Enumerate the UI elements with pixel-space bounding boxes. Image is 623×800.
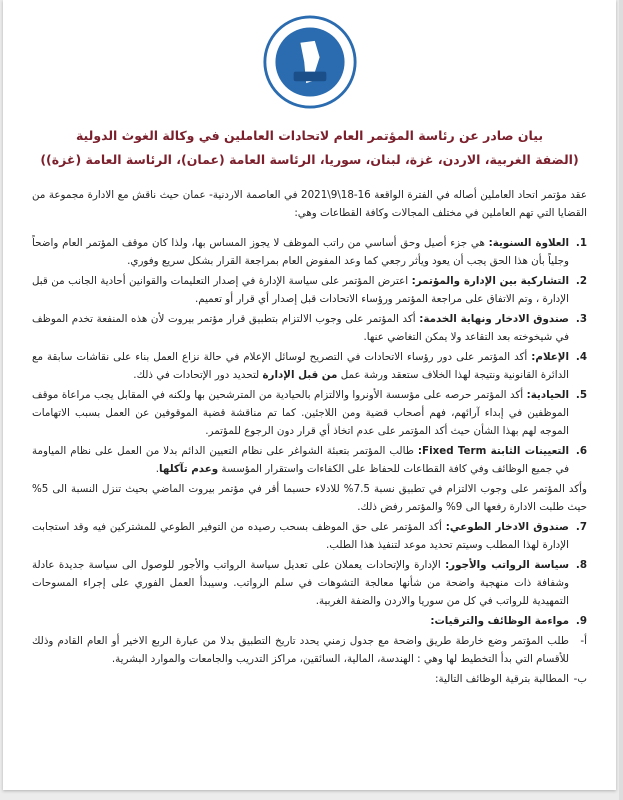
item-text: أكد المؤتمر على حق الموظف بسحب رصيده من التوفير الطوعي للمشتركين فيه وقد استجابت الإدارة لهذا المطلب وسيتم تحديد موعد لتنفيذ هذا الطلب. [32, 521, 569, 551]
title-line-1: بيان صادر عن رئاسة المؤتمر العام لاتحادات العاملين في وكالة الغوث الدولية [75, 128, 544, 143]
item-heading: سياسة الرواتب والأجور: [445, 559, 569, 571]
item-heading: التعيينات الثابتة Fixed Term: [417, 445, 569, 457]
unrwa-logo [262, 14, 358, 110]
item-emphasis: وعدم تآكلها [159, 463, 219, 475]
items-list [32, 234, 587, 630]
list-item [32, 348, 587, 384]
item-heading: صندوق الادخار ونهاية الخدمة: [419, 313, 569, 325]
statement-title [15, 124, 605, 172]
sub-item [32, 670, 587, 688]
item-number: 1. [575, 237, 587, 249]
item-text: هي جزء أصيل وحق أساسي من راتب الموظف لا يجوز المساس بها، ولذا كان موقف المؤتمر العام واضحاً وجلياً بأن هذا الحق يجب أن يعود ويأثر رجعي كما وعد المفوض العام بمراجعة القرار بشكل سريع وفوري. [32, 237, 569, 267]
item-number: 8. [575, 559, 587, 571]
scrollbar[interactable] [619, 0, 623, 800]
list-item [32, 310, 587, 346]
document-page [3, 0, 616, 790]
list-item [32, 234, 587, 270]
sub-item-letter: أ- [580, 635, 587, 647]
list-item [32, 386, 587, 440]
item-text-end: . [155, 463, 160, 475]
list-item [32, 272, 587, 308]
list-item [32, 612, 587, 630]
item-text: أكد المؤتمر على دور رؤساء الاتحادات في التصريح لوسائل الإعلام في حالة نزاع العمل بناء على نقاشات سابقة مع الدائرة القانونية ونتيجة لهذا الخلاف ستعقد ورشة عمل [32, 351, 569, 381]
item-text: طالب المؤتمر بتعبئة الشواغر على نظام التعيين الدائم بدلا من العمل على نظام المياومة في جميع الوظائف وفي كافة القطاعات للحفاظ على الكفاءات واستقرار المؤسسة [32, 445, 569, 475]
item-emphasis: من قبل الإدارة [262, 369, 338, 381]
statement-body [32, 186, 587, 688]
sub-item-text: طلب المؤتمر وضع خارطة طريق واضحة مع جدول زمني يحدد تاريخ التطبيق بدلا من عبارة الربع الاخير أو العام القادم وذلك للأقسام التي بدأ التخطيط لها وهي : الهندسة، المالية، السائقين، مراكز التدريب والجامعات والموارد البشرية. [32, 635, 569, 665]
item-extra-paragraph: وأكد المؤتمر على وجوب الالتزام في تطبيق نسبة 7.5% للادلاء حسبما أقر في مؤتمر بيروت الماضي بحيث تنزل النسبة الى 5% حيث طلبت الادارة رفعها الى 9% والمؤتمر رفض ذلك. [32, 483, 587, 513]
sub-item [32, 632, 587, 668]
subitems-list [32, 632, 587, 688]
item-number: 3. [575, 313, 587, 325]
title-line-2: (الضفة الغربية، الاردن، غزة، لبنان، سوريا، الرئاسة العامة (عمان)، الرئاسة العامة (غزة)) [40, 152, 579, 167]
item-number: 4. [575, 351, 587, 363]
item-heading: التشاركية بين الإدارة والمؤتمر: [411, 275, 569, 287]
sub-item-text: المطالبة بترقية الوظائف التالية: [435, 673, 569, 685]
sub-item-letter: ب- [573, 673, 587, 685]
item-number: 5. [575, 389, 587, 401]
item-heading: صندوق الادخار الطوعي: [445, 521, 569, 533]
item-heading: العلاوة السنوية: [488, 237, 569, 249]
item-number: 7. [575, 521, 587, 533]
item-heading: مواءمة الوظائف والترقيات: [430, 615, 569, 627]
item-text: الإدارة والإتحادات يعملان على تعديل سياسة الرواتب والأجور للوصول الى سياسة جديدة عادلة وشفافة ذات منهجية واضحة من شأنها معالجة التشوهات في سلم الرواتب. وسيبدأ العمل الفوري على إجراء المسوحات التمهيدية للرواتب في كل من سوريا والاردن والضفة الغربية. [32, 559, 569, 607]
item-heading: الحيادية: [526, 389, 569, 401]
list-item [32, 556, 587, 610]
item-text: أكد المؤتمر حرصه على مؤسسة الأونروا والالتزام بالحيادية من المترشحين بها ولكنه في المقابل يجب مراعاة موقف الموظفين في إبداء آرائهم، فهم أصحاب قضية ومن اللاجئين. كما تم مناقشة قضية الموقوفين عن العمل بسبب الاتهامات الموجه لهم بهذا الشأن حيث أكد المؤتمر على عدم اتخاذ أي قرار دون الرجوع للمؤتمر. [32, 389, 569, 437]
item-text: اعترض المؤتمر على سياسة الإدارة في إصدار التعليمات والقوانين أحادية الجانب من قبل الإدارة ، وتم الاتفاق على مراجعة المؤتمر ورؤساء الاتحادات قبل إصدار أي قرار أو تعميم. [32, 275, 569, 305]
item-text-end: لتحديد دور الإتحادات في ذلك. [133, 369, 263, 381]
list-item [32, 518, 587, 554]
item-number: 2. [575, 275, 587, 287]
list-item [32, 442, 587, 478]
item-number: 9. [575, 615, 587, 627]
intro-paragraph: عقد مؤتمر اتحاد العاملين أصاله في الفترة الواقعة 16-18\9\2021 في العاصمة الاردنية- عمان حيث ناقش مع الادارة مجموعة من القضايا التي تهم العاملين في مختلف المجالات وكافة القطاعات وهي: [32, 189, 588, 219]
item-heading: الإعلام: [531, 351, 569, 363]
item-text: أكد المؤتمر على وجوب الالتزام بتطبيق قرار مؤتمر بيروت لأن هذه المنفعة تخدم الموظف في شيخوخته بعد التقاعد ولا يمكن التغاضي عنها. [32, 313, 569, 343]
item-number: 6. [575, 445, 587, 457]
